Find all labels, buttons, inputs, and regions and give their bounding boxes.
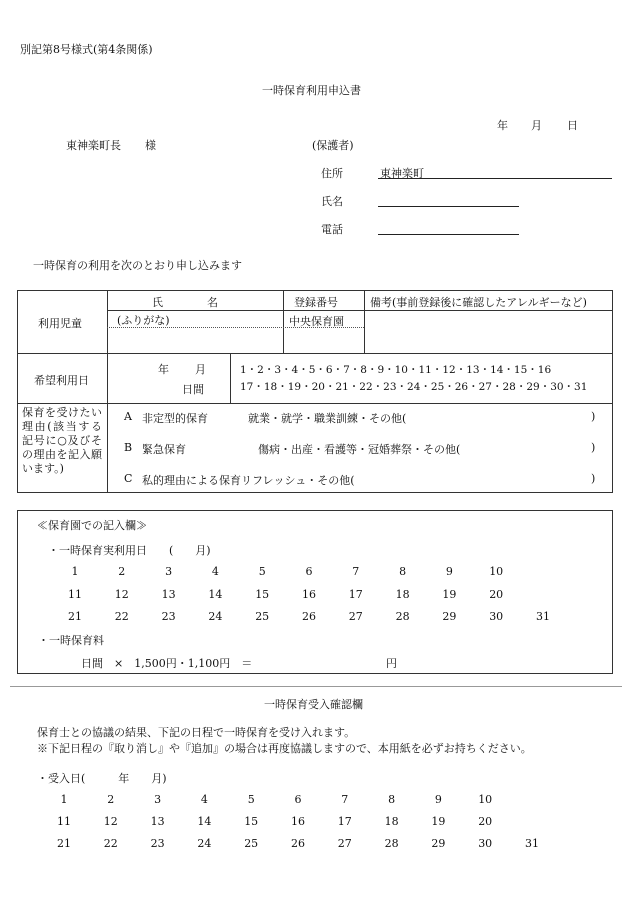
nursery-day-9: 9 (445, 565, 453, 578)
confirm-day-23: 23 (150, 837, 165, 850)
confirm-day-8: 8 (388, 793, 396, 806)
nursery-day-24: 24 (208, 610, 223, 623)
confirm-day-4: 4 (200, 793, 208, 806)
fee-yen-unit: 円 (386, 657, 397, 670)
nursery-day-12: 12 (114, 588, 129, 601)
confirm-day-2: 2 (107, 793, 115, 806)
nursery-day-16: 16 (302, 588, 316, 601)
date-day-label: 日 (567, 119, 578, 132)
reason-b-close: ) (591, 441, 596, 454)
nursery-day-28: 28 (395, 610, 410, 623)
nursery-day-21: 21 (68, 610, 82, 623)
nursery-day-19: 19 (442, 588, 457, 601)
confirm-day-29: 29 (431, 837, 446, 850)
nursery-day-10: 10 (489, 565, 504, 578)
accept-date-label: ・受入日( 年 月) (37, 772, 167, 785)
wish-month-label: 月 (195, 363, 206, 376)
nursery-day-7: 7 (352, 565, 360, 578)
confirm-day-25: 25 (244, 837, 259, 850)
nursery-day-1: 1 (71, 565, 79, 578)
nursery-day-31: 31 (536, 610, 550, 623)
confirm-day-7: 7 (341, 793, 349, 806)
addressee-honorific: 様 (145, 139, 156, 152)
nursery-day-26: 26 (302, 610, 316, 623)
fee-formula: 日間 × 1,500円・1,100円 ＝ (81, 657, 253, 670)
confirm-day-19: 19 (431, 815, 446, 828)
address-line (378, 178, 612, 179)
nursery-box-title: ≪保育園での記入欄≫ (37, 519, 147, 532)
confirm-day-28: 28 (384, 837, 399, 850)
registration-number-header: 登録番号 (294, 296, 338, 309)
confirm-day-16: 16 (291, 815, 305, 828)
reason-a-close: ) (591, 410, 596, 423)
confirm-day-5: 5 (247, 793, 255, 806)
date-year-label: 年 (497, 119, 508, 132)
nursery-day-23: 23 (161, 610, 176, 623)
reason-label: 保育を受けたい理由(該当する記号に○及びその理由を記入願います。) (22, 406, 102, 475)
name-header: 氏 名 (152, 296, 218, 309)
confirm-line-1: 保育士との協議の結果、下記の日程で一時保育を受け入れます。 (37, 726, 356, 739)
nursery-day-2: 2 (118, 565, 126, 578)
confirm-day-9: 9 (434, 793, 442, 806)
fee-label: ・一時保育料 (38, 634, 104, 647)
phone-line (378, 234, 519, 235)
confirm-day-15: 15 (244, 815, 259, 828)
confirm-day-14: 14 (197, 815, 212, 828)
date-month-label: 月 (531, 119, 542, 132)
nursery-day-14: 14 (208, 588, 223, 601)
reason-b-type: 緊急保育 (142, 443, 186, 456)
nursery-day-4: 4 (211, 565, 219, 578)
confirm-day-31: 31 (525, 837, 539, 850)
confirm-day-27: 27 (337, 837, 352, 850)
reason-a-code: A (124, 410, 132, 423)
confirm-day-21: 21 (57, 837, 71, 850)
nursery-day-3: 3 (165, 565, 173, 578)
form-reference: 別記第8号様式(第4条関係) (20, 43, 153, 56)
confirm-day-26: 26 (291, 837, 305, 850)
wish-year-label: 年 (158, 363, 169, 376)
nursery-name: 中央保育園 (289, 315, 344, 328)
confirm-day-11: 11 (57, 815, 71, 828)
confirm-day-18: 18 (384, 815, 399, 828)
reason-a-detail: 就業・就学・職業訓練・その他( (248, 412, 407, 425)
nursery-day-27: 27 (348, 610, 363, 623)
confirm-day-13: 13 (150, 815, 165, 828)
wish-days-label: 日間 (182, 383, 204, 396)
confirm-day-30: 30 (478, 837, 493, 850)
reason-c-code: C (124, 472, 133, 485)
intro-text: 一時保育の利用を次のとおり申し込みます (33, 259, 242, 272)
confirm-day-6: 6 (294, 793, 302, 806)
section-divider (10, 686, 622, 687)
confirm-day-24: 24 (197, 837, 212, 850)
confirm-day-22: 22 (103, 837, 118, 850)
nursery-day-25: 25 (255, 610, 270, 623)
furigana-label: (ふりがな) (117, 314, 170, 327)
nursery-day-30: 30 (489, 610, 504, 623)
actual-use-days-label: ・一時保育実利用日 ( 月) (48, 544, 211, 557)
nursery-day-15: 15 (255, 588, 270, 601)
reason-b-detail: 傷病・出産・看護等・冠婚葬祭・その他( (258, 443, 461, 456)
address-label: 住所 (321, 167, 343, 180)
nursery-day-20: 20 (489, 588, 504, 601)
nursery-day-6: 6 (305, 565, 313, 578)
confirm-day-1: 1 (60, 793, 68, 806)
confirm-day-10: 10 (478, 793, 493, 806)
addressee: 東神楽町長 (66, 139, 121, 152)
name-line (378, 206, 519, 207)
confirm-day-3: 3 (154, 793, 162, 806)
phone-label: 電話 (321, 223, 343, 236)
confirm-title: 一時保育受入確認欄 (264, 698, 363, 711)
nursery-day-29: 29 (442, 610, 457, 623)
reason-b-code: B (124, 441, 133, 454)
guardian-label: (保護者) (312, 139, 354, 152)
day-options-line-1: 1・2・3・4・5・6・7・8・9・10・11・12・13・14・15・16 (240, 364, 552, 376)
confirm-line-2: ※下記日程の『取り消し』や『追加』の場合は再度協議しますので、本用紙を必ずお持ちください。 (37, 742, 532, 755)
nursery-day-5: 5 (258, 565, 266, 578)
confirm-day-12: 12 (103, 815, 118, 828)
nursery-day-8: 8 (399, 565, 407, 578)
page-title: 一時保育利用申込書 (262, 84, 361, 97)
nursery-day-18: 18 (395, 588, 410, 601)
nursery-day-11: 11 (68, 588, 82, 601)
confirm-day-17: 17 (337, 815, 352, 828)
address-value: 東神楽町 (380, 167, 424, 180)
nursery-day-17: 17 (348, 588, 363, 601)
name-label: 氏名 (321, 195, 343, 208)
day-options-line-2: 17・18・19・20・21・22・23・24・25・26・27・28・29・30・31 (240, 381, 588, 393)
nursery-day-13: 13 (161, 588, 176, 601)
wish-date-label: 希望利用日 (34, 374, 89, 387)
reason-c-close: ) (591, 472, 596, 485)
remarks-header: 備考(事前登録後に確認したアレルギーなど) (370, 296, 587, 309)
reason-c-type: 私的理由による保育リフレッシュ・その他( (142, 474, 355, 487)
reason-a-type: 非定型的保育 (142, 412, 208, 425)
nursery-day-22: 22 (114, 610, 129, 623)
confirm-day-20: 20 (478, 815, 493, 828)
child-label: 利用児童 (38, 317, 82, 330)
